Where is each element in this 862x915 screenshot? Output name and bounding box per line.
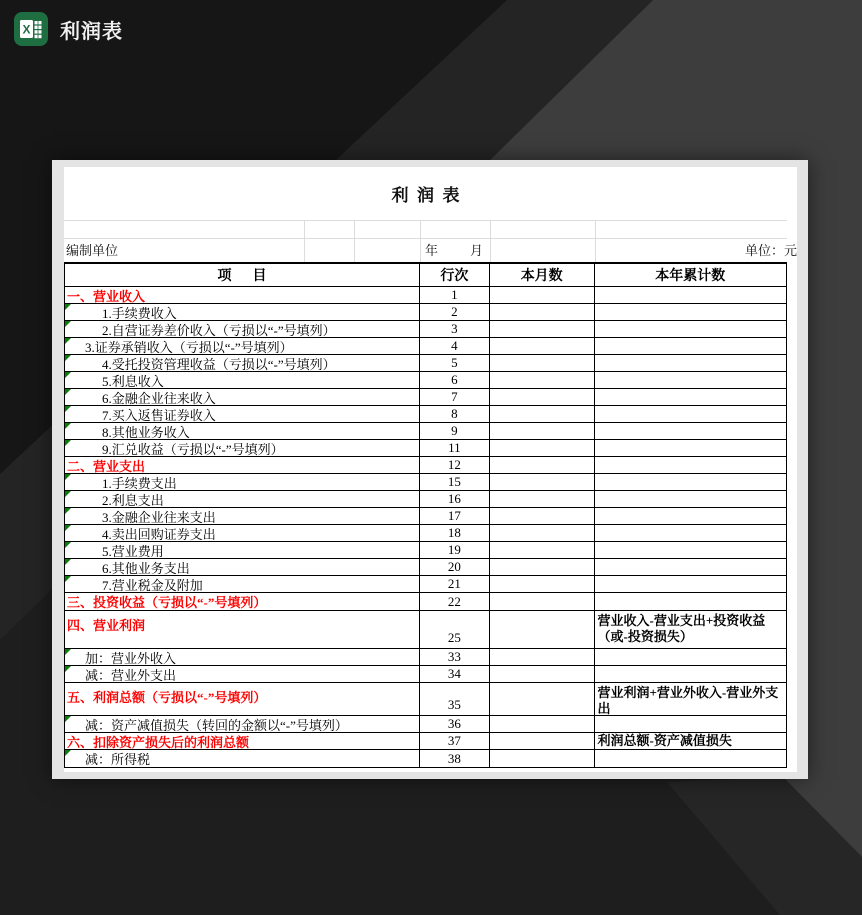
item-label: 五、利润总额（亏损以“-”号填列） (67, 690, 267, 705)
month-cell[interactable] (490, 750, 595, 767)
month-cell[interactable] (490, 372, 595, 388)
item-cell[interactable] (65, 750, 420, 767)
table-header-row (65, 264, 786, 287)
table-row (65, 321, 786, 338)
table-row (65, 423, 786, 440)
table-row (65, 338, 786, 355)
excel-icon-glyph (19, 17, 43, 41)
line-cell[interactable]: 22 (420, 593, 490, 610)
month-cell[interactable] (490, 611, 595, 648)
line-cell[interactable]: 36 (420, 716, 490, 732)
table-row (65, 542, 786, 559)
item-cell[interactable] (65, 508, 420, 524)
table-row (65, 593, 786, 611)
line-cell[interactable]: 11 (420, 440, 490, 456)
spreadsheet-card (52, 160, 808, 779)
month-cell[interactable] (490, 287, 595, 303)
item-cell[interactable] (65, 423, 420, 439)
table-row (65, 457, 786, 474)
line-cell[interactable]: 21 (420, 576, 490, 592)
item-label: 3.金融企业往来支出 (102, 509, 216, 524)
ytd-cell[interactable] (595, 649, 786, 665)
item-cell[interactable] (65, 559, 420, 575)
ytd-cell[interactable] (595, 440, 786, 456)
month-cell[interactable] (490, 491, 595, 507)
item-label: 1.手续费支出 (102, 475, 177, 490)
item-label: 二、营业支出 (67, 458, 146, 473)
line-cell[interactable]: 17 (420, 508, 490, 524)
item-label: 四、营业利润 (67, 618, 146, 633)
item-cell[interactable] (65, 716, 420, 732)
item-cell[interactable] (65, 440, 420, 456)
item-cell[interactable] (65, 611, 420, 648)
line-cell[interactable]: 16 (420, 491, 490, 507)
month-cell[interactable] (490, 474, 595, 490)
month-cell[interactable] (490, 406, 595, 422)
table-row (65, 733, 786, 750)
ytd-cell[interactable] (595, 287, 786, 303)
table-row (65, 716, 786, 733)
month-cell[interactable] (490, 457, 595, 473)
table-row (65, 474, 786, 491)
line-cell[interactable]: 34 (420, 666, 490, 682)
ytd-cell[interactable] (595, 666, 786, 682)
ytd-cell[interactable] (595, 716, 786, 732)
item-label: 8.其他业务收入 (102, 424, 190, 439)
item-cell[interactable] (65, 287, 420, 303)
item-label: 六、扣除资产损失后的利润总额 (67, 734, 250, 749)
month-cell[interactable] (490, 338, 595, 354)
line-cell[interactable]: 2 (420, 304, 490, 320)
month-cell[interactable] (490, 733, 595, 749)
table-row (65, 355, 786, 372)
month-cell[interactable] (490, 542, 595, 558)
excel-icon (14, 12, 48, 46)
svg-text:X: X (22, 22, 31, 37)
item-cell[interactable] (65, 372, 420, 388)
ytd-cell[interactable] (595, 508, 786, 524)
ytd-cell[interactable] (595, 355, 786, 371)
line-cell[interactable]: 5 (420, 355, 490, 371)
month-cell[interactable] (490, 389, 595, 405)
item-cell[interactable] (65, 576, 420, 592)
month-cell[interactable] (490, 423, 595, 439)
item-cell[interactable] (65, 355, 420, 371)
item-label: 1.手续费收入 (102, 305, 177, 320)
line-cell[interactable]: 19 (420, 542, 490, 558)
ytd-cell[interactable] (595, 321, 786, 337)
table-row (65, 389, 786, 406)
item-cell[interactable] (65, 457, 420, 473)
item-cell[interactable] (65, 491, 420, 507)
item-label: 6.其他业务支出 (102, 560, 190, 575)
ytd-cell[interactable] (595, 576, 786, 592)
ytd-cell[interactable] (595, 542, 786, 558)
report-title-cell[interactable]: 利 润 表 (391, 186, 460, 205)
faint-gridline (64, 220, 787, 221)
item-cell[interactable] (65, 525, 420, 541)
item-label: 9.汇兑收益（亏损以“-”号填列） (102, 441, 284, 456)
month-cell[interactable] (490, 440, 595, 456)
item-label: 三、投资收益（亏损以“-”号填列） (67, 595, 267, 610)
item-label: 减：所得税 (85, 752, 151, 767)
profit-table (64, 262, 787, 768)
unit-cell: 单位：元 (744, 243, 797, 258)
line-cell[interactable]: 6 (420, 372, 490, 388)
line-cell[interactable]: 1 (420, 287, 490, 303)
table-row (65, 666, 786, 683)
ytd-cell[interactable] (595, 406, 786, 422)
item-cell[interactable] (65, 474, 420, 490)
ytd-cell[interactable] (595, 423, 786, 439)
line-cell[interactable]: 35 (420, 683, 490, 715)
item-label: 7.营业税金及附加 (102, 577, 203, 592)
line-cell[interactable]: 3 (420, 321, 490, 337)
faint-gridline (64, 238, 787, 239)
month-cell[interactable] (490, 508, 595, 524)
window-title: 利润表 (60, 20, 123, 43)
line-cell[interactable]: 38 (420, 750, 490, 767)
item-cell[interactable] (65, 666, 420, 682)
ytd-cell[interactable] (595, 491, 786, 507)
ytd-cell[interactable] (595, 338, 786, 354)
table-row (65, 750, 786, 767)
line-cell[interactable]: 20 (420, 559, 490, 575)
table-row (65, 491, 786, 508)
header-item[interactable]: 项 目 (65, 264, 420, 286)
month-cell[interactable] (490, 559, 595, 575)
line-cell[interactable]: 18 (420, 525, 490, 541)
line-cell[interactable]: 8 (420, 406, 490, 422)
month-cell[interactable] (490, 666, 595, 682)
line-cell[interactable]: 4 (420, 338, 490, 354)
item-label: 加：营业外收入 (85, 650, 177, 665)
month-cell[interactable] (490, 304, 595, 320)
table-row (65, 576, 786, 593)
month-cell[interactable] (490, 683, 595, 715)
ytd-cell[interactable]: 利润总额-资产减值损失 (597, 733, 732, 748)
ytd-cell[interactable] (595, 525, 786, 541)
table-row (65, 304, 786, 321)
table-body (65, 287, 786, 767)
table-row (65, 287, 786, 304)
item-cell[interactable] (65, 304, 420, 320)
month-cell[interactable] (490, 321, 595, 337)
ytd-cell[interactable] (595, 559, 786, 575)
header-current-month[interactable]: 本月数 (490, 264, 595, 286)
line-cell[interactable]: 7 (420, 389, 490, 405)
ytd-cell[interactable]: 营业利润+营业外收入-营业外支出 (597, 685, 779, 716)
app-header (14, 12, 123, 46)
month-cell[interactable] (490, 593, 595, 610)
ytd-cell[interactable] (595, 750, 786, 767)
worksheet[interactable] (64, 167, 797, 772)
table-row (65, 649, 786, 666)
year-cell[interactable]: 年 (425, 243, 439, 258)
item-cell[interactable] (65, 593, 420, 610)
line-cell[interactable]: 33 (420, 649, 490, 665)
item-cell[interactable] (65, 649, 420, 665)
prepared-by-cell[interactable]: 编制单位 (66, 243, 119, 258)
table-row (65, 611, 786, 649)
item-cell[interactable] (65, 733, 420, 749)
item-label: 2.自营证券差价收入（亏损以“-”号填列） (102, 322, 336, 337)
item-label: 减：资产减值损失（转回的金额以“-”号填列） (85, 717, 348, 732)
ytd-cell[interactable] (595, 372, 786, 388)
item-cell[interactable] (65, 338, 420, 354)
item-label: 减：营业外支出 (85, 667, 177, 682)
item-label: 6.金融企业往来收入 (102, 390, 216, 405)
table-row (65, 683, 786, 716)
month-cell[interactable] (490, 716, 595, 732)
item-cell[interactable] (65, 321, 420, 337)
header-year-to-date[interactable]: 本年累计数 (655, 269, 726, 284)
item-label: 2.利息支出 (102, 492, 164, 507)
item-cell[interactable] (65, 406, 420, 422)
item-cell[interactable] (65, 542, 420, 558)
ytd-cell[interactable] (595, 474, 786, 490)
item-label: 7.买入返售证券收入 (102, 407, 216, 422)
month-cell[interactable] (490, 576, 595, 592)
table-row (65, 406, 786, 423)
item-cell[interactable] (65, 389, 420, 405)
ytd-cell[interactable] (595, 389, 786, 405)
ytd-cell[interactable] (595, 304, 786, 320)
item-label: 5.利息收入 (102, 373, 164, 388)
table-row (65, 372, 786, 389)
line-cell[interactable]: 25 (420, 611, 490, 648)
item-label: 5.营业费用 (102, 543, 164, 558)
table-row (65, 525, 786, 542)
ytd-cell[interactable]: 营业收入-营业支出+投资收益（或-投资损失） (597, 613, 766, 644)
month-cell[interactable] (490, 525, 595, 541)
item-label: 4.卖出回购证券支出 (102, 526, 216, 541)
line-cell[interactable]: 12 (420, 457, 490, 473)
month-cell[interactable]: 月 (470, 243, 484, 258)
table-row (65, 440, 786, 457)
month-cell[interactable] (490, 649, 595, 665)
table-row (65, 559, 786, 576)
month-cell[interactable] (490, 355, 595, 371)
header-line-no[interactable]: 行次 (420, 264, 490, 286)
ytd-cell[interactable] (595, 593, 786, 610)
item-cell[interactable] (65, 683, 420, 715)
line-cell[interactable]: 37 (420, 733, 490, 749)
line-cell[interactable]: 9 (420, 423, 490, 439)
item-label: 4.受托投资管理收益（亏损以“-”号填列） (102, 356, 336, 371)
line-cell[interactable]: 15 (420, 474, 490, 490)
item-label: 一、营业收入 (67, 288, 146, 303)
table-row (65, 508, 786, 525)
ytd-cell[interactable] (595, 457, 786, 473)
item-label: 3.证券承销收入（亏损以“-”号填列） (85, 339, 293, 354)
